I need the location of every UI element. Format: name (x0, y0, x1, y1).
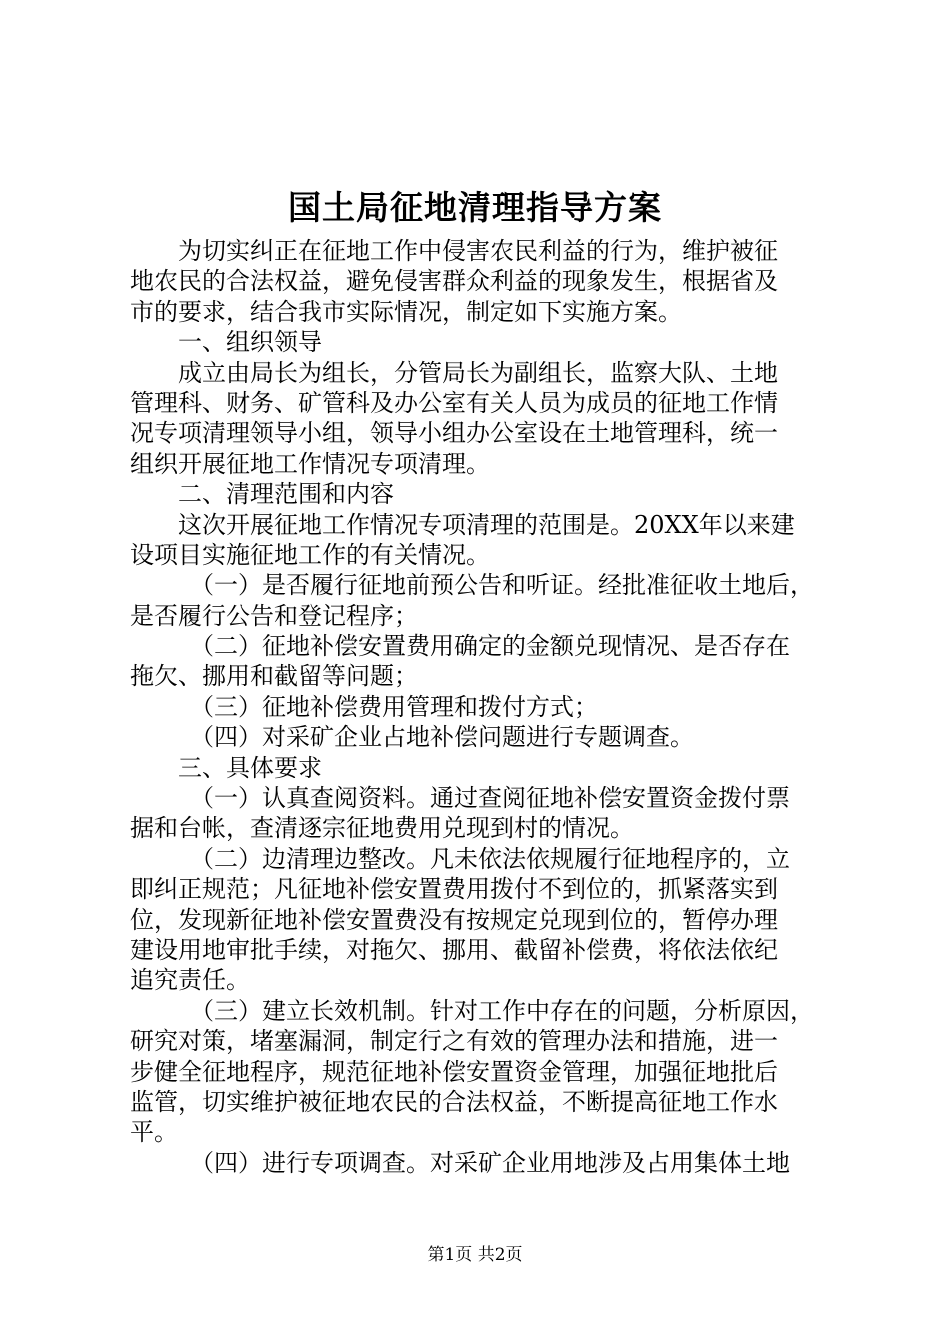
paragraph-line: 况专项清理领导小组，领导小组办公室设在土地管理科，统一 (130, 419, 778, 448)
list-item-line: （三）建立长效机制。针对工作中存在的问题，分析原因， (190, 996, 814, 1025)
list-item-line: （四）进行专项调查。对采矿企业用地涉及占用集体土地 (190, 1148, 790, 1177)
list-item-line: （二）征地补偿安置费用确定的金额兑现情况、是否存在 (190, 632, 790, 661)
list-item-line: （三）征地补偿费用管理和拨付方式； (190, 692, 598, 721)
list-item-line: 监管，切实维护被征地农民的合法权益，不断提高征地工作水 (130, 1087, 778, 1116)
list-item-line: 追究责任。 (130, 966, 250, 995)
paragraph-line: 为切实纠正在征地工作中侵害农民利益的行为，维护被征 (178, 237, 778, 265)
list-item-line: 步健全征地程序，规范征地补偿安置资金管理，加强征地批后 (130, 1057, 778, 1086)
list-item-line: 研究对策，堵塞漏洞，制定行之有效的管理办法和措施，进一 (130, 1027, 778, 1056)
list-item-line: （二）边清理边整改。凡未依法依规履行征地程序的，立 (190, 844, 790, 873)
paragraph-line: 组织开展征地工作情况专项清理。 (130, 449, 490, 478)
paragraph-line: 管理科、财务、矿管科及办公室有关人员为成员的征地工作情 (130, 388, 778, 417)
paragraph-line: 地农民的合法权益，避免侵害群众利益的现象发生，根据省及 (130, 267, 778, 296)
list-item-line: 平。 (130, 1118, 178, 1147)
list-item-line: 拖欠、挪用和截留等问题； (130, 662, 418, 691)
list-item-line: 据和台帐，查清逐宗征地费用兑现到村的情况。 (130, 814, 634, 843)
paragraph-line: 这次开展征地工作情况专项清理的范围是。20XX年以来建 (178, 510, 795, 539)
section-heading: 一、组织领导 (178, 328, 322, 357)
list-item-line: 即纠正规范；凡征地补偿安置费用拨付不到位的，抓紧落实到 (130, 875, 778, 904)
document-title: 国土局征地清理指导方案 (288, 188, 662, 227)
list-item-line: 建设用地审批手续，对拖欠、挪用、截留补偿费，将依法依纪 (130, 935, 778, 964)
page-number-footer: 第1页 共2页 (427, 1245, 523, 1265)
paragraph-line: 设项目实施征地工作的有关情况。 (130, 540, 490, 569)
list-item-line: 是否履行公告和登记程序； (130, 601, 418, 630)
list-item-line: 位，发现新征地补偿安置费没有按规定兑现到位的，暂停办理 (130, 905, 778, 934)
paragraph-line: 市的要求，结合我市实际情况，制定如下实施方案。 (130, 297, 682, 326)
list-item-line: （一）是否履行征地前预公告和听证。经批准征收土地后， (190, 571, 814, 600)
document-body (130, 236, 835, 1178)
paragraph-line: 成立由局长为组长，分管局长为副组长，监察大队、土地 (178, 358, 778, 387)
list-item-line: （四）对采矿企业占地补偿问题进行专题调查。 (190, 723, 694, 752)
list-item-line: （一）认真查阅资料。通过查阅征地补偿安置资金拨付票 (190, 784, 790, 813)
section-heading: 二、清理范围和内容 (178, 480, 394, 509)
section-heading: 三、具体要求 (178, 753, 322, 782)
